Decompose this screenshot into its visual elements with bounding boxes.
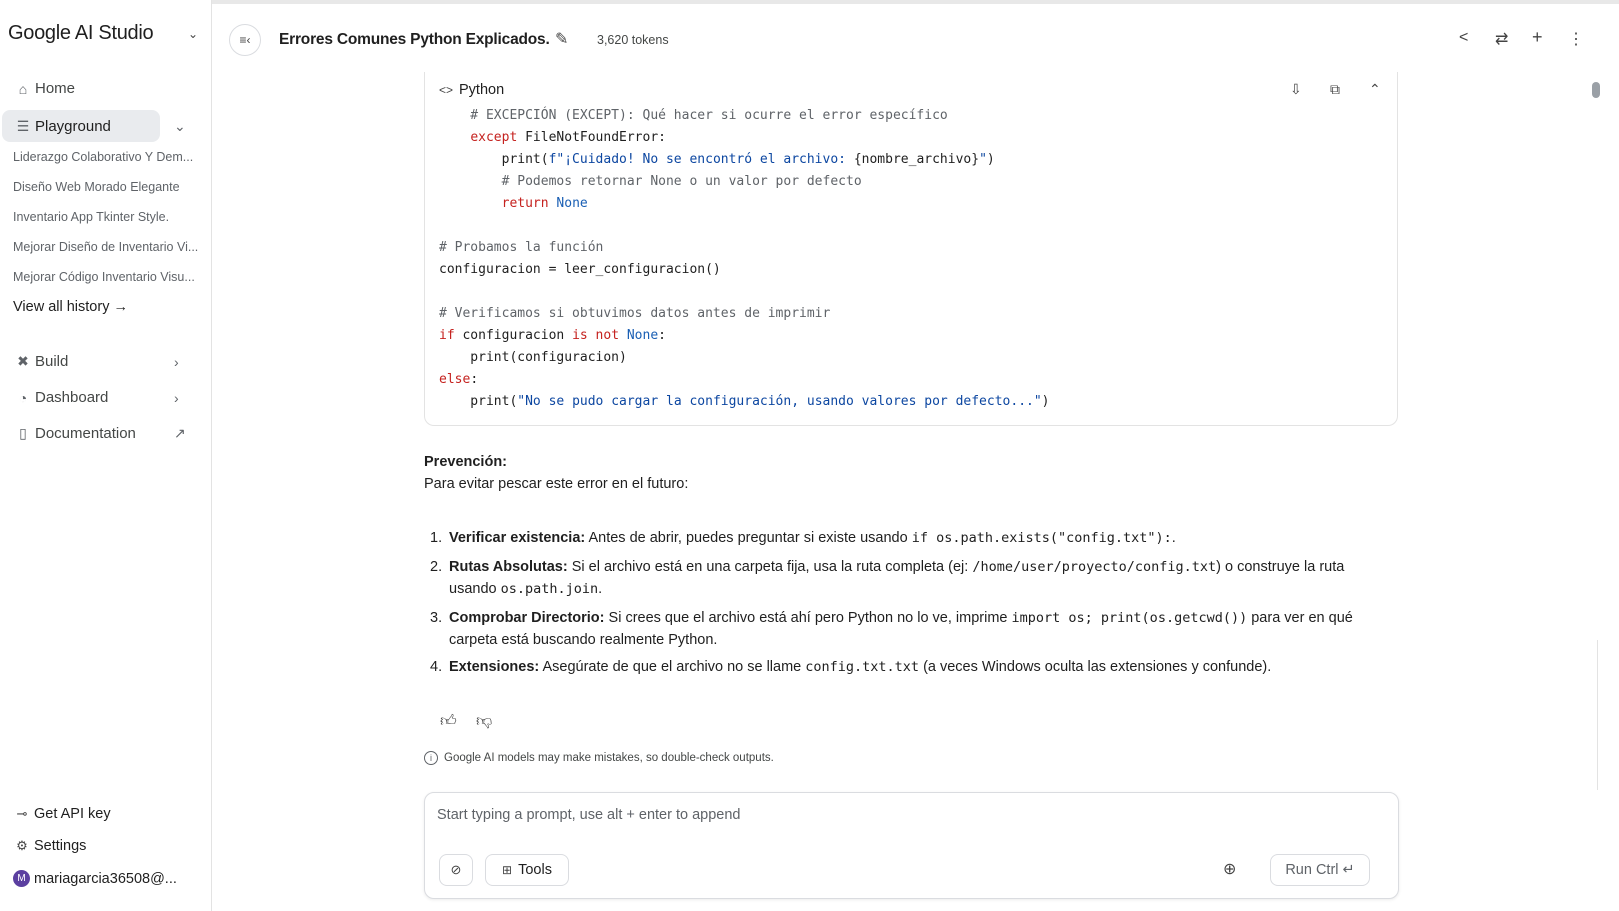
scroll-indicator (1597, 640, 1598, 790)
nav-documentation-label: Documentation (35, 425, 136, 442)
section-intro: Para evitar pescar este error en el futuro: (424, 476, 689, 492)
list-item: 2. Rutas Absolutas: Si el archivo está en una carpeta fija, usa la ruta completa (ej: /home/user/proyecto/config.txt) o construye la ruta usando os.path.join. (430, 559, 1345, 597)
nav-playground-label: Playground (35, 117, 111, 135)
more-options-icon[interactable]: ⋮ (1568, 31, 1584, 48)
view-all-history-link[interactable]: View all history → (13, 299, 128, 315)
nav-documentation[interactable] (14, 425, 136, 442)
chevron-right-icon[interactable]: › (174, 390, 179, 406)
token-count: 3,620 tokens (597, 33, 669, 47)
code-line: else: (439, 372, 479, 387)
playground-icon: ☰ (16, 117, 30, 134)
code-line: print("No se pudo cargar la configuración, usando valores por defecto...") (439, 394, 1050, 409)
download-icon[interactable]: ⇩ (1290, 81, 1302, 97)
code-line: if configuracion is not None: (439, 328, 666, 343)
code-icon: <> (439, 83, 454, 97)
chat-title: Errores Comunes Python Explicados. (279, 31, 550, 48)
toggle-visibility-button[interactable] (439, 854, 473, 886)
toggle-sidebar-button[interactable] (229, 24, 261, 56)
code-language: Python (459, 82, 505, 98)
history-item[interactable]: Mejorar Código Inventario Visu... (13, 270, 195, 284)
history-item[interactable]: Diseño Web Morado Elegante (13, 180, 180, 194)
chevron-down-icon[interactable]: ⌄ (174, 118, 186, 134)
code-line: except FileNotFoundError: (470, 130, 666, 145)
tools-icon: ⊞ (502, 863, 513, 877)
get-api-key-label: Get API key (34, 806, 111, 822)
code-line: # Verificamos si obtuvimos datos antes de imprimir (439, 306, 831, 321)
copy-icon[interactable]: ⧉ (1330, 81, 1340, 97)
app-logo: Google AI Studio (8, 22, 154, 44)
edit-title-icon[interactable]: ✎ (555, 31, 569, 48)
chevron-right-icon[interactable]: › (174, 354, 179, 370)
code-block (424, 72, 1398, 426)
disclaimer-text: Google AI models may make mistakes, so double-check outputs. (444, 752, 774, 764)
code-line (439, 281, 1050, 303)
list-item: 4. Extensiones: Asegúrate de que el archivo no se llame config.txt.txt (a veces Windows oculta las extensiones y confunde). (430, 659, 1272, 675)
key-icon: ⊸ (16, 806, 28, 821)
nav-home[interactable] (14, 80, 75, 97)
thumbs-down-icon[interactable]: 👎︎ (476, 713, 493, 730)
thumbs-up-icon[interactable]: 👍︎ (440, 713, 457, 730)
nav-home-label: Home (35, 80, 76, 97)
nav-dashboard[interactable] (14, 389, 108, 406)
code-line: # Podemos retornar None o un valor por defecto (439, 174, 862, 189)
settings-label: Settings (34, 838, 87, 854)
chevron-down-icon: ⌄ (187, 26, 198, 41)
add-media-icon[interactable]: ⊕ (1223, 861, 1237, 878)
dashboard-icon: ◔ (18, 389, 28, 406)
nav-dashboard-label: Dashboard (35, 389, 109, 406)
chat-header (212, 0, 1619, 72)
account-menu[interactable] (13, 870, 177, 887)
collapse-sidebar-icon: ≡‹ (239, 33, 251, 47)
code-line: # Probamos la función (439, 240, 604, 255)
disclaimer (424, 751, 774, 765)
code-content (439, 105, 1050, 413)
share-icon[interactable]: < (1459, 29, 1469, 46)
account-email: mariagarcia36508@... (34, 870, 177, 887)
code-line (439, 215, 1050, 237)
scrollbar[interactable] (1594, 76, 1602, 794)
list-item: 1. Verificar existencia: Antes de abrir, puedes preguntar si existe usando if os.path.exists("config.txt"):. (430, 530, 1176, 546)
code-line: configuracion = leer_configuracion() (439, 262, 721, 277)
list-item: 3. Comprobar Directorio: Si crees que el archivo está ahí pero Python no lo ve, imprime import os; print(os.getcwd()) para ver en qué carpeta está buscando realmente Python. (430, 610, 1353, 648)
home-icon: ⌂ (18, 80, 28, 97)
prompt-input[interactable] (437, 807, 1337, 823)
nav-playground[interactable] (2, 110, 160, 142)
tools-button[interactable] (485, 854, 569, 886)
code-line: return None (501, 196, 588, 211)
avatar: M (13, 870, 30, 887)
compare-icon[interactable]: ⇄ (1495, 31, 1509, 48)
history-item[interactable]: Inventario App Tkinter Style. (13, 210, 170, 224)
info-icon: i (424, 751, 438, 765)
run-button[interactable]: Run Ctrl ↵ (1270, 854, 1370, 886)
scrollbar-thumb[interactable] (1592, 82, 1600, 98)
nav-build[interactable] (14, 353, 68, 370)
external-link-icon: ↗ (174, 425, 186, 441)
tools-label: Tools (518, 862, 552, 878)
get-api-key-link[interactable] (13, 806, 111, 822)
app-switcher[interactable] (8, 22, 198, 45)
code-line: print(f"¡Cuidado! No se encontró el archivo: {nombre_archivo}") (439, 152, 995, 167)
nav-build-label: Build (35, 353, 69, 370)
eye-off-icon: ⊘ (450, 862, 462, 877)
code-language-header (439, 82, 504, 98)
settings-link[interactable] (13, 838, 86, 854)
new-chat-icon[interactable]: + (1532, 27, 1543, 47)
history-item[interactable]: Liderazgo Colaborativo Y Dem... (13, 150, 194, 164)
gear-icon: ⚙ (16, 838, 28, 853)
history-item[interactable]: Mejorar Diseño de Inventario Vi... (13, 240, 199, 254)
code-line: print(configuracion) (439, 350, 627, 365)
code-line: # EXCEPCIÓN (EXCEPT): Qué hacer si ocurre el error específico (439, 108, 948, 123)
collapse-icon[interactable]: ⌃ (1369, 81, 1381, 97)
book-icon: ▯ (19, 425, 27, 441)
sidebar (0, 0, 212, 911)
build-icon: ✖ (17, 353, 29, 369)
prompt-box (424, 792, 1399, 899)
section-heading: Prevención: (424, 454, 507, 470)
